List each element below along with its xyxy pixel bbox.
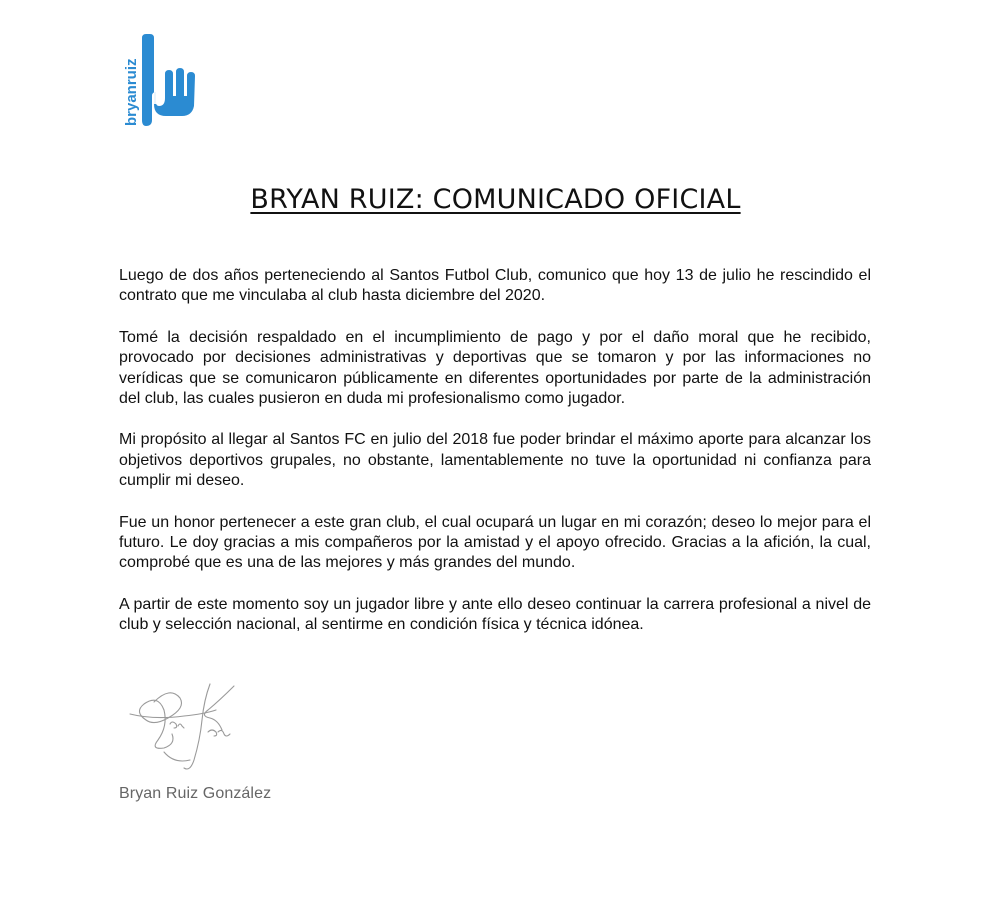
- logo-wordmark: bryanruiz: [123, 58, 140, 126]
- paragraph-5: A partir de este momento soy un jugador libre y ante ello deseo continuar la carrera profesional a nivel de club y selección nacional, al sentirme en condición física y técnica idónea.: [119, 595, 871, 634]
- handwritten-signature: [124, 680, 244, 780]
- logo-hand-mark: [142, 34, 195, 126]
- document-body: [119, 266, 871, 657]
- paragraph-2: Tomé la decisión respaldado en el incumplimiento de pago y por el daño moral que he recibido, provocado por decisiones administrativas y deportivas que se tomaron y por las informaciones no verídicas que se comunicaron públicamente en diferentes oportunidades por parte de la administración del club, las cuales pusieron en duda mi profesionalismo como jugador.: [119, 328, 871, 408]
- signer-name: Bryan Ruiz González: [119, 785, 272, 802]
- paragraph-1: Luego de dos años perteneciendo al Santos Futbol Club, comunico que hoy 13 de julio he rescindido el contrato que me vinculaba al club hasta diciembre del 2020.: [119, 267, 871, 305]
- bryanruiz-logo: [112, 32, 200, 130]
- paragraph-4: Fue un honor pertenecer a este gran club, el cual ocupará un lugar en mi corazón; deseo lo mejor para el futuro. Le doy gracias a mis compañeros por la amistad y el apoyo ofrecido. Gracias a la afición, la cual, comprobé que es una de las mejores y más grandes del mundo.: [119, 513, 871, 572]
- document-title-text: BRYAN RUIZ: COMUNICADO OFICIAL: [250, 184, 741, 215]
- paragraph-3: Mi propósito al llegar al Santos FC en julio del 2018 fue poder brindar el máximo aporte para alcanzar los objetivos deportivos grupales, no obstante, lamentablemente no tuve la oportunidad ni confianza para cumplir mi deseo.: [119, 431, 871, 490]
- document-title: [0, 184, 991, 215]
